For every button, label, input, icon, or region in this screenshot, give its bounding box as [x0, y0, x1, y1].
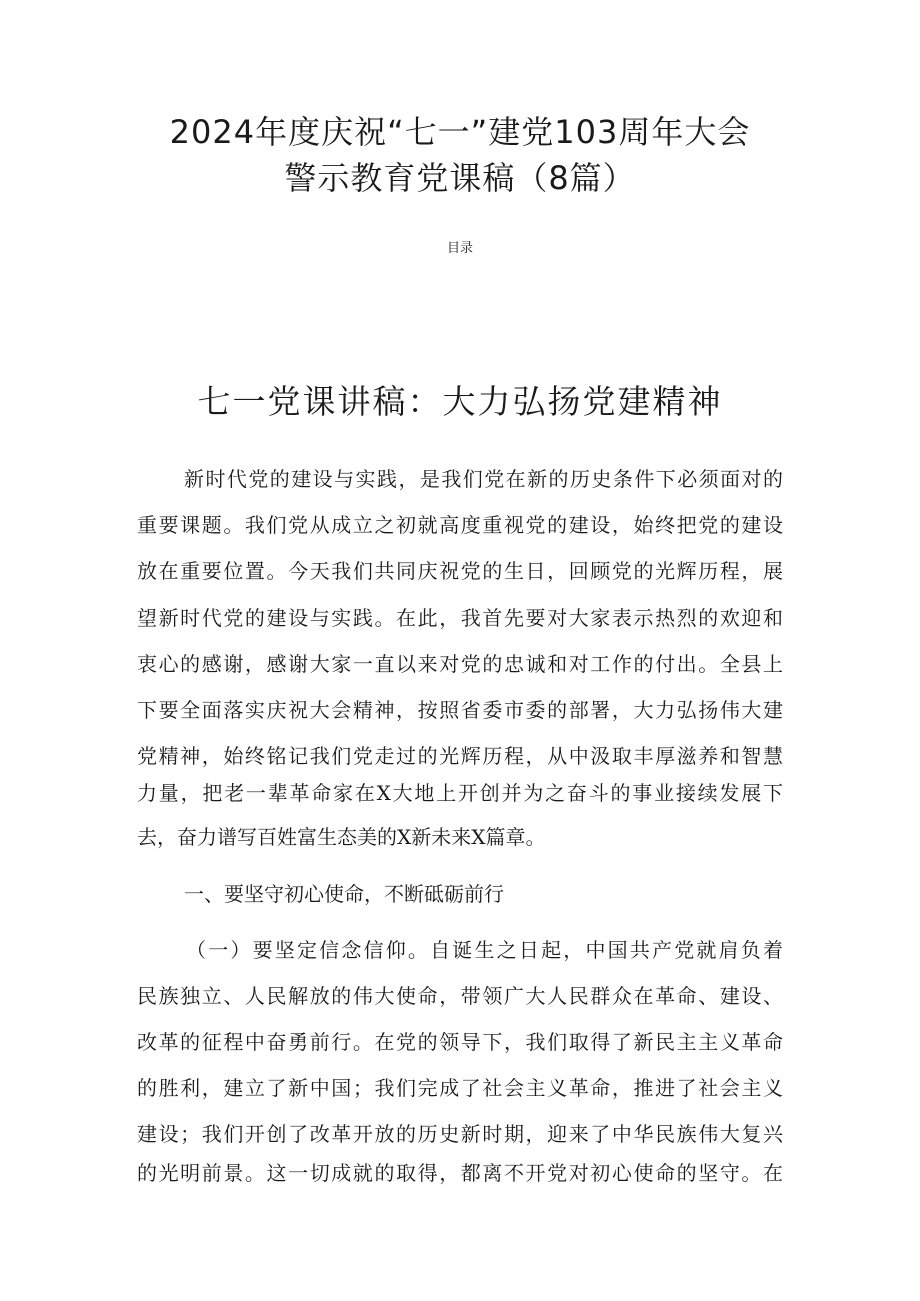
paragraph-2-line: 改革的征程中奋勇前行。在党的领导下，我们取得了新民主主义革命 [137, 1030, 783, 1054]
document-title-line-1: 2024年度庆祝“七一”建党103周年大会 [169, 113, 751, 151]
paragraph-2-line: 建设；我们开创了改革开放的历史新时期，迎来了中华民族伟大复兴 [137, 1122, 783, 1146]
paragraph-2-line: 民族独立、人民解放的伟大使命，带领广大人民群众在革命、建设、 [137, 984, 783, 1008]
paragraph-1-line: 衷心的感谢，感谢大家一直以来对党的忠诚和对工作的付出。全县上 [137, 652, 783, 676]
table-of-contents-label: 目录 [446, 241, 473, 256]
paragraph-1-line: 重要课题。我们党从成立之初就高度重视党的建设，始终把党的建设 [137, 513, 783, 537]
section-heading: 七一党课讲稿：大力弘扬党建精神 [197, 382, 723, 421]
paragraph-1-line: 下要全面落实庆祝大会精神，按照省委市委的部署，大力弘扬伟大建 [137, 698, 783, 722]
subheading-1: 一、要坚守初心使命，不断砥砺前行 [184, 882, 504, 906]
paragraph-1-line: 党精神，始终铭记我们党走过的光辉历程，从中汲取丰厚滋养和智慧 [137, 744, 783, 768]
paragraph-1-line: 新时代党的建设与实践，是我们党在新的历史条件下必须面对的 [184, 467, 783, 491]
paragraph-2-line: 的光明前景。这一切成就的取得，都离不开党对初心使命的坚守。在 [137, 1161, 783, 1185]
paragraph-2-line: （一）要坚定信念信仰。自诞生之日起，中国共产党就肩负着 [186, 938, 783, 962]
paragraph-1-line: 力量，把老一辈革命家在X大地上开创并为之奋斗的事业接续发展下 [137, 781, 783, 805]
paragraph-2-line: 的胜利，建立了新中国；我们完成了社会主义革命，推进了社会主义 [137, 1076, 783, 1100]
paragraph-1-line: 放在重要位置。今天我们共同庆祝党的生日，回顾党的光辉历程，展 [137, 559, 783, 583]
document-title-line-2: 警示教育党课稿（8篇） [284, 159, 636, 197]
paragraph-1-line: 望新时代党的建设与实践。在此，我首先要对大家表示热烈的欢迎和 [137, 606, 783, 630]
paragraph-1-line: 去，奋力谱写百姓富生态美的X新未来X篇章。 [137, 825, 546, 849]
